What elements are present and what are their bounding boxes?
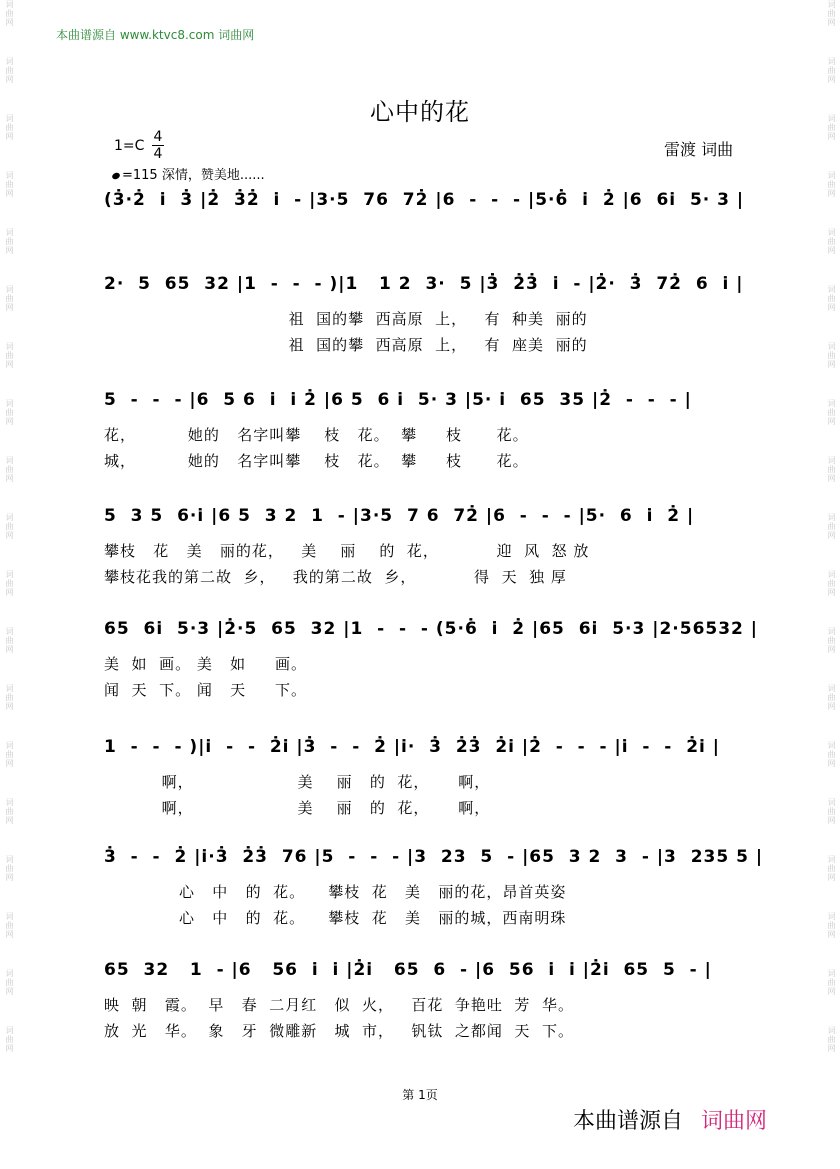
lyric-line-1: 祖 国的攀 西高原 上， 有 种美 丽的 [104,310,588,328]
time-bottom: 4 [153,146,163,162]
side-watermark-text: 词曲网 [827,228,836,255]
side-watermark-text: 词曲网 [5,57,14,84]
side-watermark-text: 词曲网 [5,684,14,711]
lyric-line-1: 映 朝 霞。 早 春 二月红 似 火， 百花 争艳吐 芳 华。 [104,996,574,1014]
score-system [104,617,764,703]
side-watermark-text: 词曲网 [5,0,14,27]
side-watermark-text: 词曲网 [5,627,14,654]
right-watermark-strip [824,0,838,1169]
lyric-line-1: 攀枝 花 美 丽的花， 美 丽 的 花， 迎 风 怒 放 [104,542,590,560]
lyric-line-2: 攀枝花我的第二故 乡， 我的第二故 乡， 得 天 独 厚 [104,568,567,586]
time-signature [152,129,164,162]
score-system [104,188,764,262]
side-watermark-text: 词曲网 [827,513,836,540]
side-watermark-text: 词曲网 [827,627,836,654]
author-credit: 雷渡 词曲 [664,140,734,159]
notation-line: 5 3 5 6·i̇ |6 5 3 2 1 - |3·5 7 6 72̇ |6 - - - |5· 6 i̇ 2̇ | [104,506,695,526]
notation-line: (3̇·2̇ i̇ 3̇ |2̇ 3̇2̇ i̇ - |3·5 76 72̇ |6 - - - |5·6̇ i̇ 2̇ |6 6i̇ 5· 3 | [104,190,745,210]
score-system [104,958,764,1044]
left-watermark-strip [2,0,16,1169]
side-watermark-text: 词曲网 [5,1026,14,1053]
side-watermark-text: 词曲网 [5,399,14,426]
notation-line: 2· 5 65 32 |1 - - - )|1 1 2 3· 5 |3̇ 2̇3̇ i̇ - |2̇· 3̇ 72̇ 6 i̇ | [104,274,744,294]
side-watermark-text: 词曲网 [5,741,14,768]
lyric-line-2: 啊， 美 丽 的 花， 啊， [104,799,491,817]
side-watermark-text: 词曲网 [5,513,14,540]
side-watermark-text: 词曲网 [827,570,836,597]
notation-line: 3̇ - - 2̇ |i̇·3̇ 2̇3̇ 76 |5 - - - |3 23 5 - |65 3 2 3 - |3 235 5 | [104,847,764,867]
time-top: 4 [153,129,163,145]
tempo-text: =115 深情，赞美地...... [122,168,265,183]
side-watermark-text: 词曲网 [827,114,836,141]
side-watermark-text: 词曲网 [5,114,14,141]
lyric-line-2 [104,238,764,262]
footer-site: 词曲网 [701,1109,768,1134]
lyric-line-1: 啊， 美 丽 的 花， 啊， [104,773,491,791]
page-number: 第 1页 [402,1088,438,1102]
score-system [104,504,764,590]
side-watermark-text: 词曲网 [827,456,836,483]
side-watermark-text: 词曲网 [827,0,836,27]
side-watermark-text: 词曲网 [5,798,14,825]
side-watermark-text: 词曲网 [827,342,836,369]
side-watermark-text: 词曲网 [827,684,836,711]
side-watermark-text: 词曲网 [5,228,14,255]
score-system [104,272,764,358]
lyric-line-1 [104,212,764,236]
lyric-line-2: 祖 国的攀 西高原 上， 有 座美 丽的 [104,336,588,354]
score-system [104,388,764,474]
side-watermark-text: 词曲网 [5,171,14,198]
side-watermark-text: 词曲网 [5,456,14,483]
notation-line: 5 - - - |6 5 6 i̇ i̇ 2̇ |6 5 6 i̇ 5· 3 |5· i̇ 65 35 |2̇ - - - | [104,390,692,410]
lyric-line-1: 美 如 画。 美 如 画。 [104,655,307,673]
lyric-line-2: 心 中 的 花。 攀枝 花 美 丽的城，西南明珠 [104,909,567,927]
lyric-line-2: 放 光 华。 象 牙 微雕新 城 市， 钒钛 之都闻 天 下。 [104,1022,574,1040]
side-watermark-text: 词曲网 [827,57,836,84]
side-watermark-text: 词曲网 [5,855,14,882]
key-signature: 1=C [114,138,145,154]
lyric-line-2: 城， 她的 名字叫攀 枝 花。 攀 枝 花。 [104,452,529,470]
footer-prefix: 本曲谱源自 [573,1109,684,1134]
side-watermark-text: 词曲网 [827,798,836,825]
score-system [104,845,764,931]
side-watermark-text: 词曲网 [827,171,836,198]
notation-line: 65 6i̇ 5·3 |2̇·5 65 32 |1 - - - (5·6̇ i̇ 2̇ |65 6i̇ 5·3 |2·56532 | [104,619,759,639]
score-system [104,735,764,821]
source-credit: 本曲谱源自 www.ktvc8.com 词曲网 [56,28,255,42]
notation-line: 65 32 1 - |6 56 i̇ i̇ |2̇i̇ 65 6 - |6 56 i̇ i̇ |2̇i̇ 65 5 - | [104,960,712,980]
side-watermark-text: 词曲网 [5,912,14,939]
side-watermark-text: 词曲网 [5,570,14,597]
side-watermark-text: 词曲网 [827,741,836,768]
side-watermark-text: 词曲网 [5,285,14,312]
lyric-line-1: 心 中 的 花。 攀枝 花 美 丽的花，昂首英姿 [104,883,567,901]
lyric-line-2: 闻 天 下。 闻 天 下。 [104,681,307,699]
side-watermark-text: 词曲网 [827,912,836,939]
side-watermark-text: 词曲网 [827,399,836,426]
footer-credit [573,1104,767,1135]
song-title: 心中的花 [370,98,470,126]
side-watermark-text: 词曲网 [5,342,14,369]
side-watermark-text: 词曲网 [827,855,836,882]
side-watermark-text: 词曲网 [5,969,14,996]
notation-line: 1 - - - )|i̇ - - 2̇i̇ |3̇ - - 2̇ |i̇· 3̇ 2̇3̇ 2̇i̇ |2̇ - - - |i̇ - - 2̇i̇ | [104,737,720,757]
side-watermark-text: 词曲网 [827,285,836,312]
tempo-marking [112,164,265,183]
quarter-note-icon [111,172,121,181]
lyric-line-1: 花， 她的 名字叫攀 枝 花。 攀 枝 花。 [104,426,529,444]
side-watermark-text: 词曲网 [827,969,836,996]
side-watermark-text: 词曲网 [827,1026,836,1053]
